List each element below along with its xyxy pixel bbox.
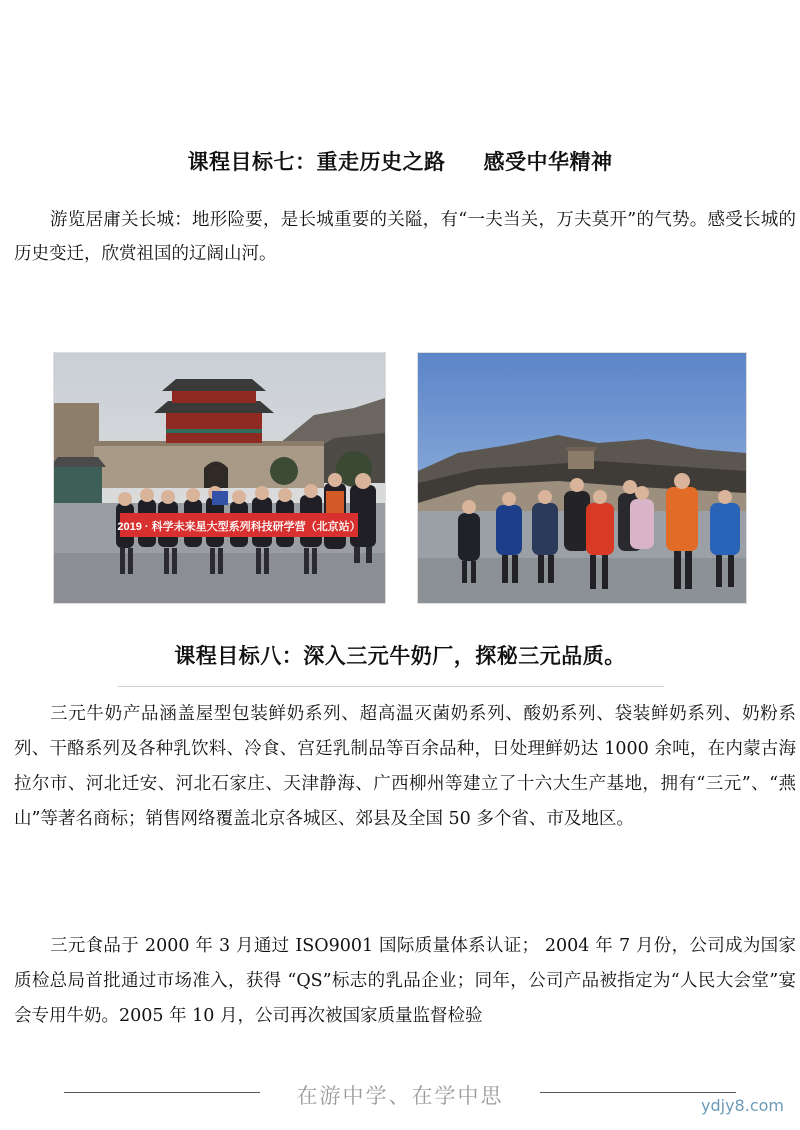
footer-slogan: 在游中学、在学中思 [296,1084,504,1108]
section8-heading: 课程目标八：深入三元牛奶厂，探秘三元品质。 [174,644,626,668]
section8-paragraph-1: 三元牛奶产品涵盖屋型包装鲜奶系列、超高温灭菌奶系列、酸奶系列、袋装鲜奶系列、奶粉系列、干酪系列及各种乳饮料、冷食、宫廷乳制品等百余品种，日处理鲜奶达 1000 余吨，在内蒙古海拉尔市、河北迁安、河北石家庄、天津静海、广西柳州等建立了十六大生产基地，拥有“三元”、“燕山”等著名商标；销售网络覆盖北京各城区、郊县及全国 50 多个省、市及地区。 [14,704,796,829]
banner-text: 2019 · 科学未来星大型系列科技研学营（北京站） [117,521,361,533]
photo-juyongguan-group [53,352,386,604]
photo-great-wall-group [417,352,747,604]
section7-title-part1: 课程目标七：重走历史之路 [187,150,446,174]
watermark-text: ydjy8.com [701,1096,784,1115]
section-divider [118,686,664,687]
section8-paragraph-2: 三元食品于 2000 年 3 月通过 ISO9001 国际质量体系认证； 2004 年 7 月份，公司成为国家质检总局首批通过市场准入，获得 “QS”标志的乳品企业；同年，公司产品被指定为“人民大会堂”宴会专用牛奶。2005 年 10 月，公司再次被国家质量监督检验 [14,936,796,1026]
section7-title-part2: 感受中华精神 [483,150,613,174]
photo-great-wall-illustration [418,353,746,603]
section7-paragraph: 游览居庸关长城：地形险要，是长城重要的关隘，有“一夫当关，万夫莫开”的气势。感受长城的历史变迁，欣赏祖国的辽阔山河。 [14,210,796,264]
photo-juyongguan-illustration [54,353,385,603]
section7-heading [0,146,800,176]
